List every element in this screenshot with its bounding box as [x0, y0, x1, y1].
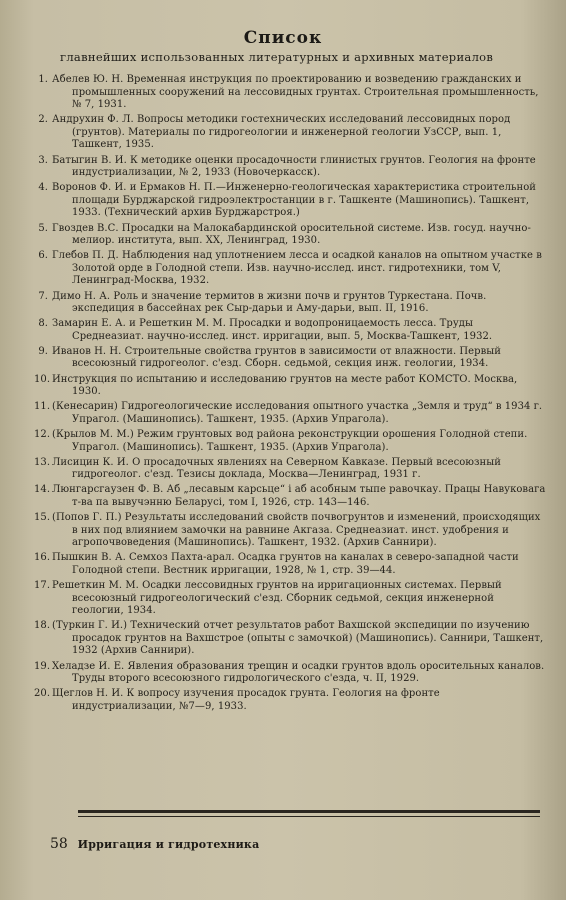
footer-rule-thin	[78, 816, 540, 817]
reference-number: 11.	[34, 401, 51, 413]
reference-text: Лисицин К. И. О просадочных явлениях на Северном Кавказе. Первый всесоюзный гидрогеолог. с'езд. Тезисы доклада, Москва—Ленинград, 1931 г.	[52, 456, 501, 481]
page-number: 58	[50, 836, 68, 852]
reference-text: Гвоздев В.С. Просадки на Малокабардинской оросительной системе. Изв. госуд. научно-мелиор. института, вып. XX, Ленинград, 1930.	[52, 222, 531, 247]
reference-number: 9.	[38, 345, 48, 357]
page-title: Список	[243, 28, 323, 48]
reference-item	[34, 182, 546, 220]
reference-item	[34, 429, 546, 454]
reference-number: 15.	[34, 512, 51, 523]
reference-number: 17.	[34, 579, 51, 591]
reference-item	[34, 114, 546, 152]
reference-number: 13.	[34, 456, 51, 468]
reference-text: Хеладзе И. Е. Явления образования трещин и осадки грунтов вдоль оросительных каналов. Труды второго всесоюзного гидрологического с'езда, ч. II, 1929.	[52, 660, 545, 685]
reference-item	[34, 552, 546, 577]
reference-item	[34, 457, 546, 482]
reference-text: (Кенесарин) Гидрогеологические исследования опытного участка „Земля и труд“ в 1934 г. Упрагол. (Машинопись). Ташкент, 1935. (Архив Упрагола).	[52, 401, 543, 425]
reference-number: 12.	[34, 428, 51, 440]
reference-item	[34, 223, 546, 248]
reference-text: Решеткин М. М. Осадки лессовидных грунтов на ирригационных системах. Первый всесоюзный гидрогеологический с'езд. Сборник седьмой, секция инженерной геологии, 1934.	[52, 579, 502, 617]
reference-text: Щеглов Н. И. К вопросу изучения просадок грунта. Геология на фронте индустриализации, №7—9, 1933.	[52, 688, 440, 712]
reference-text: (Туркин Г. И.) Технический отчет результатов работ Вахшской экспедиции по изучению просадок грунтов на Вахшстрое (опыты с замочкой) (Машинопись). Саннири, Ташкент, 1932 (Архив Саннири).	[52, 620, 544, 657]
reference-item	[34, 484, 546, 509]
reference-number: 4.	[38, 182, 48, 194]
reference-number: 19.	[34, 660, 51, 672]
footer-rule-thick	[78, 810, 540, 813]
reference-text: (Попов Г. П.) Результаты исследований свойств почвогрунтов и изменений, происходящих в них под влиянием замочки на равнине Акгаза. Среднеазиат. инст. удобрения и агропочвоведения (Машинопись). Ташкент, 1932. (Архив Саннири).	[52, 512, 541, 549]
reference-item	[34, 512, 546, 550]
reference-number: 20.	[34, 688, 51, 700]
reference-text: Глебов П. Д. Наблюдения над уплотнением лесса и осадкой каналов на опытном участке в Золотой орде в Голодной степи. Изв. научно-исслед. инст. гидротехники, том V, Ленинград-Москва, 1932.	[52, 250, 542, 287]
reference-item	[34, 155, 546, 180]
reference-number: 7.	[38, 290, 48, 302]
reference-number: 18.	[34, 620, 51, 632]
page-subtitle: главнейших использованных литературных и архивных материалов	[60, 50, 494, 64]
reference-item	[34, 291, 546, 316]
reference-item	[34, 620, 546, 658]
reference-list	[34, 74, 546, 716]
page-footer	[50, 836, 259, 852]
reference-item	[34, 346, 546, 371]
reference-number: 1.	[38, 74, 48, 85]
reference-item	[34, 250, 546, 288]
reference-number: 6.	[38, 250, 48, 262]
reference-number: 2.	[38, 114, 48, 126]
reference-text: Абелев Ю. Н. Временная инструкция по проектированию и возведению гражданских и промышленных сооружений на лессовидных грунтах. Строительная промышленность, № 7, 1931.	[52, 74, 539, 111]
reference-number: 14.	[34, 484, 51, 496]
reference-item	[34, 688, 546, 713]
reference-text: Люнгарсгаузен Ф. В. Аб „лесавым карсьце“ і аб асобным тыпе равочкау. Працы Навуковага т-ва па вывучэнню Беларусі, том I, 1926, стр. 143—146.	[52, 484, 546, 508]
reference-text: Иванов Н. Н. Строительные свойства грунтов в зависимости от влажности. Первый всесоюзный гидрогеолог. с'езд. Сборн. седьмой, секция инж. геологии, 1934.	[52, 345, 501, 370]
reference-item	[34, 401, 546, 426]
reference-item	[34, 580, 546, 618]
reference-text: (Крылов М. М.) Режим грунтовых вод района реконструкции орошения Голодной степи. Упрагол. (Машинопись). Ташкент, 1935. (Архив Упрагола).	[52, 428, 528, 453]
reference-number: 10.	[34, 373, 51, 385]
reference-text: Андрухин Ф. Л. Вопросы методики гостехнических исследований лессовидных пород (грунтов). Материалы по гидрогеологии и инженерной геологии УзССР, вып. 1, Ташкент, 1935.	[52, 114, 511, 151]
reference-text: Воронов Ф. И. и Ермаков Н. П.—Инженерно-геологическая характеристика строительной площади Бурджарской гидроэлектростанции в г. Ташкенте (Машинопись). Ташкент, 1933. (Технический архив Бурджарстроя.)	[52, 182, 536, 219]
reference-number: 5.	[38, 222, 48, 234]
reference-item	[34, 374, 546, 399]
reference-number: 3.	[38, 154, 48, 166]
reference-number: 8.	[38, 318, 48, 330]
reference-text: Пышкин В. А. Семхоз Пахта-арал. Осадка грунтов на каналах в северо-западной части Голодной степи. Вестник ирригации, 1928, № 1, стр. 39—44.	[52, 552, 519, 576]
reference-text: Димо Н. А. Роль и значение термитов в жизни почв и грунтов Туркестана. Почв. экспедиция в бассейнах рек Сыр-дарьи и Аму-дарьи, вып. II, 1916.	[52, 290, 487, 315]
reference-number: 16.	[34, 552, 51, 564]
reference-text: Батыгин В. И. К методике оценки просадочности глинистых грунтов. Геология на фронте индустриализации, № 2, 1933 (Новочеркасск).	[52, 154, 536, 179]
reference-text: Замарин Е. А. и Решеткин М. М. Просадки и водопроницаемость лесса. Труды Среднеазиат. научно-исслед. инст. ирригации, вып. 5, Москва-Ташкент, 1932.	[52, 318, 493, 342]
reference-item	[34, 661, 546, 686]
reference-item	[34, 74, 546, 112]
journal-name: Ирригация и гидротехника	[77, 838, 260, 851]
reference-item	[34, 318, 546, 343]
reference-text: Инструкция по испытанию и исследованию грунтов на месте работ КОМСТО. Москва, 1930.	[52, 373, 518, 398]
